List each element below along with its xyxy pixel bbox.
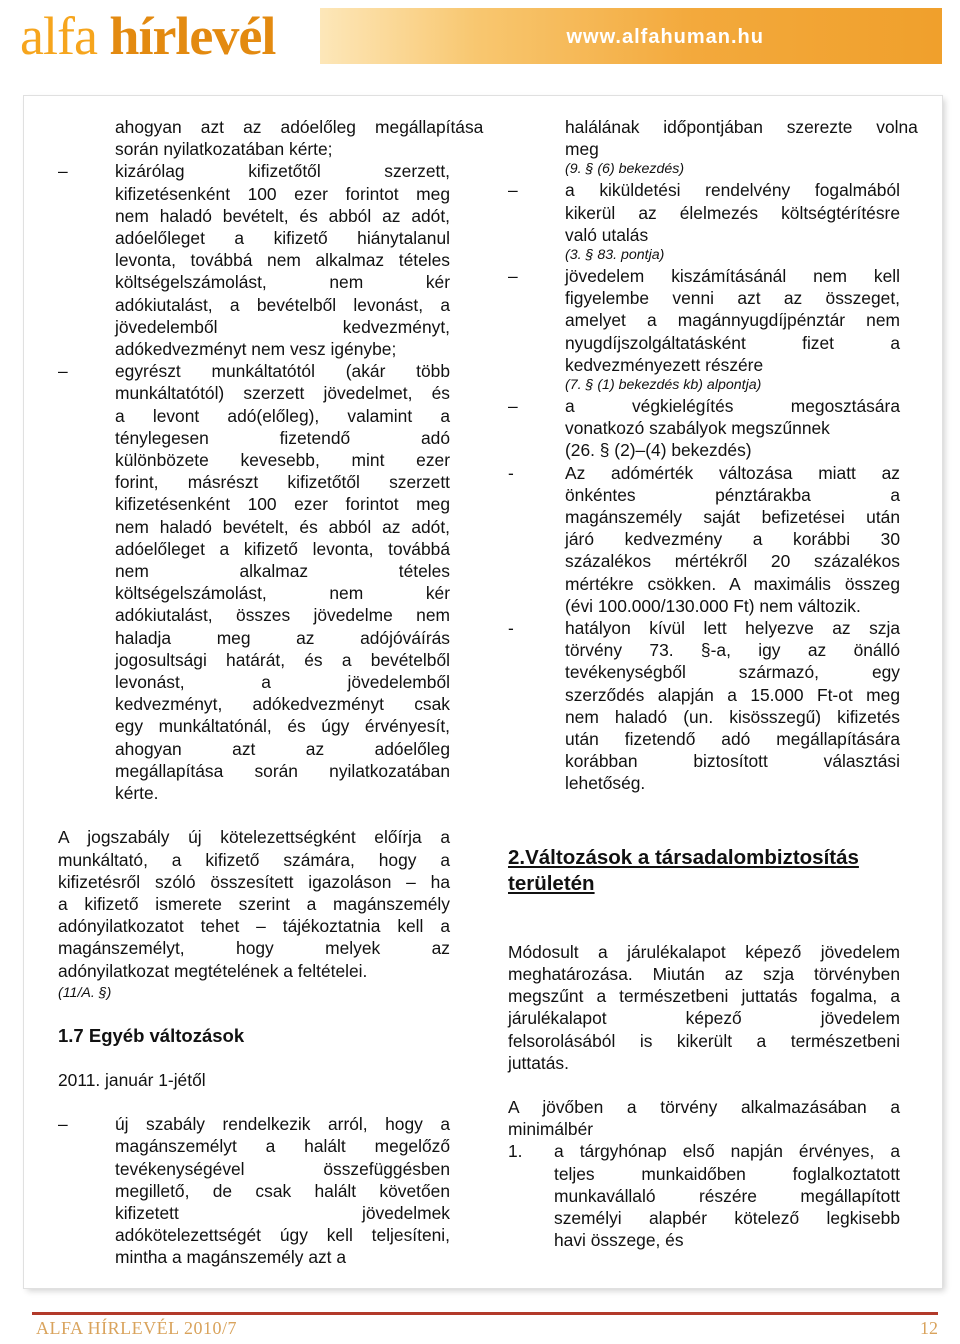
left-column	[58, 116, 484, 1269]
text-line: nem alkalmaz tételes	[115, 561, 450, 582]
text-line: költségelszámolást, nem kér	[115, 583, 450, 604]
text-line: kérte.	[115, 783, 159, 804]
text-line: kizárólag kifizetőtől szerzett,	[115, 161, 450, 182]
dash-marker: –	[58, 1114, 68, 1135]
date-line: 2011. január 1-jétől	[58, 1069, 206, 1090]
text-line: tevékenységből származó, egy	[565, 662, 900, 683]
text-line: Módosult a járulékalapot képező jövedelem	[508, 941, 900, 962]
section-heading: 1.7 Egyéb változások	[58, 1024, 245, 1046]
text-line: adónyilatkozat megtételének a feltételei.	[58, 960, 368, 981]
text-line: kedvezményezett részére	[565, 354, 764, 375]
left-dash-item-1	[58, 160, 450, 360]
text-line: magánszemély saját befizetései után	[565, 507, 900, 528]
right-dash-item-c	[508, 395, 900, 462]
text-line: önkéntes pénztárakba a	[565, 484, 900, 505]
dash-marker: –	[58, 161, 68, 182]
footer-title: ALFA HÍRLEVÉL 2010/7	[36, 1318, 237, 1338]
text-line: levonta, továbbá nem alkalmaz tételes	[115, 250, 450, 271]
left-dash-item-3	[58, 1113, 450, 1268]
text-line: megillető, de csak halált követően	[115, 1180, 450, 1201]
text-line: munkáltató, a kifizető számára, hogy a	[58, 849, 450, 870]
text-line: felsorolásából is kikerült a természetbeni	[508, 1030, 900, 1051]
logo-text	[20, 6, 275, 66]
logo	[0, 0, 330, 72]
text-line: amelyet a magánnyugdíjpénztár nem	[565, 310, 900, 331]
dash-marker: –	[508, 396, 518, 417]
text-line: a kiküldetési rendelvény fogalmából	[565, 180, 900, 201]
text-line: a végkielégítés megosztására	[565, 396, 900, 417]
text-line: levonást, a jövedelemből	[115, 672, 450, 693]
text-line: megszűnt a természetbeni juttatás fogalma, a	[508, 986, 900, 1007]
text-line: haladja meg az adójóváírás	[115, 627, 450, 648]
text-line: munkavállaló részére megállapított	[554, 1185, 900, 1206]
text-line: új szabály rendelkezik arról, hogy a	[115, 1114, 450, 1135]
text-line: nem haladó bevételt, és abból az adót,	[115, 205, 450, 226]
text-line: személyi alapbér kötelező legkisebb	[554, 1207, 900, 1228]
right-dash-item-e	[508, 617, 900, 795]
section-title-line-2: területén	[508, 871, 595, 895]
dash-marker: –	[508, 180, 518, 201]
dash-marker: –	[58, 361, 68, 382]
text-line: adóelőleget a kifizető hiánytalanul	[115, 228, 450, 249]
header-banner	[0, 0, 960, 72]
numbered-item	[508, 1140, 900, 1251]
text-line: munkáltatótól) szerzett jövedelmet, és	[115, 383, 450, 404]
text-line: minimálbér	[508, 1119, 594, 1140]
text-line: való utalás	[565, 224, 649, 245]
right-dash-item-b	[508, 265, 900, 376]
logo-alfa: alfa	[20, 6, 110, 66]
text-line: a kifizető ismerete szerint a magánszemély	[58, 893, 450, 914]
text-line: százalékos mértékről 20 százalékos	[565, 551, 900, 572]
text-line: nem haladó (un. kisösszegű) kifizetés	[565, 706, 900, 727]
text-line: adókötelezettségét úgy kell teljesíteni,	[115, 1225, 450, 1246]
section-title	[508, 845, 900, 897]
text-line: nem haladó bevételt, és abból az adót,	[115, 516, 450, 537]
text-line: ahogyan azt az adóelőleg megállapítása	[115, 117, 484, 137]
text-line: jövedelemből kedvezményt,	[115, 316, 450, 337]
text-line: után fizetendő adó megállapítására	[565, 729, 900, 750]
text-line: A jogszabály új kötelezettségként előírja a	[58, 827, 450, 848]
text-line: megállapítása során nyilatkozatában	[115, 760, 450, 781]
citation: (9. § (6) bekezdés)	[565, 161, 685, 178]
text-line: kifizetésről szóló összesített igazoláson – ha	[58, 871, 450, 892]
text-line: kifizetett jövedelmek	[115, 1202, 450, 1223]
right-paragraph-2	[508, 1096, 900, 1140]
text-line: korábban biztosított választási	[565, 751, 900, 772]
text-line: kedvezményt, adókedvezményt csak	[115, 694, 450, 715]
text-line: kikerül az élelmezés költségtérítésre	[565, 202, 900, 223]
text-line: magánszemélyt, hogy melyek az	[58, 938, 450, 959]
header-url: www.alfahuman.hu	[566, 26, 764, 48]
text-line: meghatározása. Miután az szja törvényben	[508, 963, 900, 984]
left-paragraph	[58, 826, 450, 981]
text-line: a levont adó(előleg), valamint a	[115, 405, 450, 426]
left-dash-item-2	[58, 360, 450, 804]
text-line: mértékre csökken. A maximális összeg	[565, 573, 900, 594]
text-line: járulékalapot képező jövedelem	[508, 1008, 900, 1029]
text-line: figyelembe venni azt az összeget,	[565, 288, 900, 309]
text-line: adókiutalást, összes jövedelme nem	[115, 605, 450, 626]
text-line: havi összege, és	[554, 1230, 684, 1251]
text-line: egyrészt munkáltatótól (akár több	[115, 361, 450, 382]
text-line: lehetőség.	[565, 773, 646, 794]
text-line: meg	[565, 139, 599, 160]
text-line: juttatás.	[508, 1052, 569, 1073]
citation: (11/A. §)	[58, 984, 112, 1001]
text-line: adónyilatkozatot tehet – tájékoztatnia kell a	[58, 916, 450, 937]
text-line: vonatkozó szabályok megszűnnek	[565, 418, 830, 439]
text-line: forint, másrészt kifizetőtől szerzett	[115, 472, 450, 493]
text-line: jogosultsági határát, és a bevételből	[115, 649, 450, 670]
section-title-line-1: 2.Változások a társadalombiztosítás	[508, 845, 859, 869]
text-line: tevékenységével összefüggésben	[115, 1158, 450, 1179]
right-column	[508, 116, 918, 1251]
text-line: járó kedvezmény a korábbi 30	[565, 529, 900, 550]
text-line: kifizetésenként 100 ezer forintot meg	[115, 494, 450, 515]
text-line: során nyilatkozatában kérte;	[115, 139, 333, 160]
citation: (7. § (1) bekezdés kb) alpontja)	[565, 377, 762, 394]
text-line: kifizetésenként 100 ezer forintot meg	[115, 183, 450, 204]
text-line: jövedelem kiszámításánál nem kell	[565, 266, 900, 287]
right-continuation	[508, 116, 918, 160]
text-line: különbözete kevesebb, mint ezer	[115, 450, 450, 471]
page-number: 12	[920, 1318, 938, 1338]
right-dash-item-d	[508, 462, 900, 617]
text-line: ahogyan azt az adóelőleg	[115, 738, 450, 759]
text-line: A jövőben a törvény alkalmazásában a	[508, 1096, 900, 1117]
text-line: adókiutalást, a bevételből levonást, a	[115, 294, 450, 315]
text-line: a tárgyhónap első napján érvényes, a	[554, 1141, 900, 1162]
citation: (3. § 83. pontja)	[565, 247, 665, 264]
left-intro	[58, 116, 484, 160]
hyphen-marker: -	[508, 618, 514, 639]
text-line: (26. § (2)–(4) bekezdés)	[565, 440, 752, 461]
hyphen-marker: -	[508, 462, 514, 483]
text-line: egy munkáltatónál, és úgy érvényesít,	[115, 716, 450, 737]
right-paragraph-1	[508, 941, 900, 1074]
text-line: szerződés alapján a 15.000 Ft-ot meg	[565, 684, 900, 705]
footer-rule	[32, 1312, 938, 1315]
dash-marker: –	[508, 266, 518, 287]
text-line: adóelőleget a kifizető levonta, továbbá	[115, 538, 450, 559]
text-line: teljes munkaidőben foglalkoztatott	[554, 1163, 900, 1184]
text-line: ténylegesen fizetendő adó	[115, 427, 450, 448]
text-line: Az adómérték változása miatt az	[565, 462, 900, 483]
text-line: (évi 100.000/130.000 Ft) nem változik.	[565, 595, 861, 616]
logo-hirlevel: hírlevél	[109, 6, 276, 66]
item-number: 1.	[508, 1141, 523, 1162]
text-line: költségelszámolást, nem kér	[115, 272, 450, 293]
text-line: mintha a magánszemély azt a	[115, 1247, 347, 1268]
text-line: hatályon kívül lett helyezve az szja	[565, 618, 900, 639]
text-line: törvény 73. §-a, igy az önálló	[565, 640, 900, 661]
text-line: halálának időpontjában szerezte volna	[565, 117, 918, 137]
text-line: magánszemélyt a halált megelőző	[115, 1136, 450, 1157]
right-dash-item-a	[508, 179, 900, 246]
text-line: adókedvezményt nem vesz igénybe;	[115, 339, 397, 360]
text-line: nyugdíjszolgáltatásként fizet a	[565, 332, 900, 353]
